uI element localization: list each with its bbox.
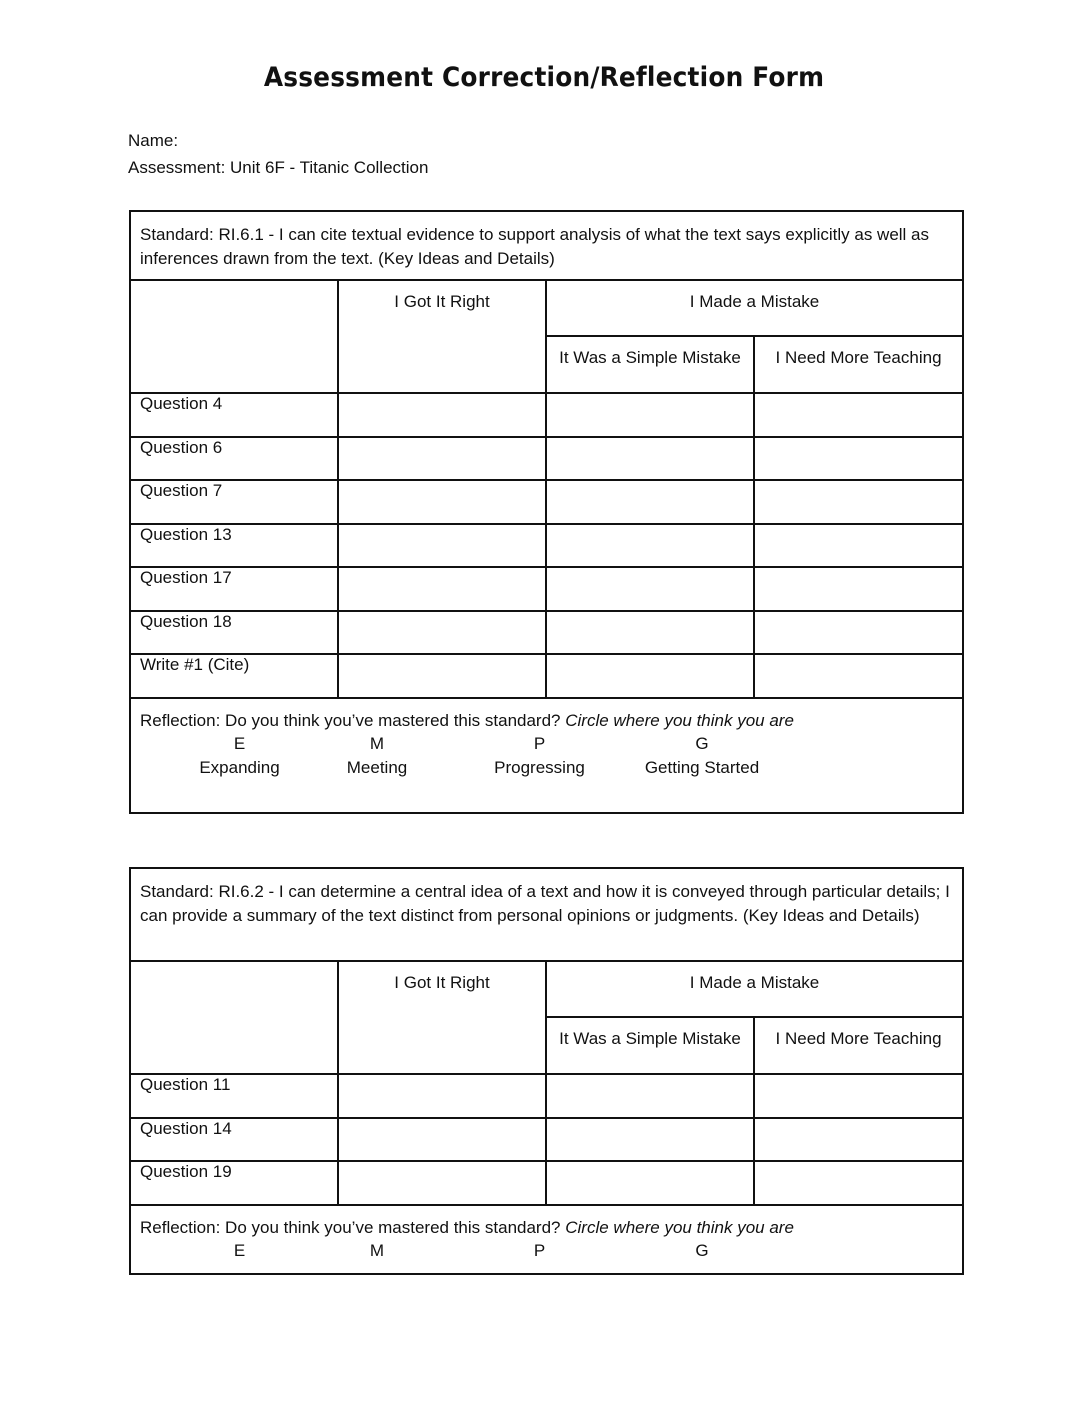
reflection-instruction: Circle where you think you are bbox=[565, 710, 794, 730]
more-teaching-cell[interactable] bbox=[754, 437, 963, 481]
rating-letter-g[interactable]: G bbox=[695, 734, 709, 753]
row-label: Question 4 bbox=[130, 393, 338, 437]
table-row bbox=[130, 480, 963, 524]
header-blank-cell bbox=[130, 961, 338, 1074]
more-teaching-cell[interactable] bbox=[754, 567, 963, 611]
header-got-it-right: I Got It Right bbox=[338, 280, 546, 393]
standard-table-1 bbox=[129, 210, 964, 814]
table-row bbox=[130, 393, 963, 437]
rating-letter-p[interactable]: P bbox=[533, 734, 546, 753]
simple-mistake-cell[interactable] bbox=[546, 567, 754, 611]
simple-mistake-cell[interactable] bbox=[546, 611, 754, 655]
reflection-cell bbox=[130, 1205, 963, 1274]
table-row bbox=[130, 654, 963, 698]
name-label: Name: bbox=[128, 131, 179, 150]
form-title: Assessment Correction/Reflection Form bbox=[263, 62, 825, 93]
row-label: Question 13 bbox=[130, 524, 338, 568]
row-label: Question 17 bbox=[130, 567, 338, 611]
got-it-cell[interactable] bbox=[338, 1118, 546, 1162]
header-made-mistake: I Made a Mistake bbox=[546, 961, 963, 1017]
simple-mistake-cell[interactable] bbox=[546, 393, 754, 437]
simple-mistake-cell[interactable] bbox=[546, 480, 754, 524]
rating-letter-e[interactable]: E bbox=[233, 1241, 246, 1260]
rating-letters bbox=[140, 1239, 953, 1263]
simple-mistake-cell[interactable] bbox=[546, 1118, 754, 1162]
reflection-prompt: Reflection: Do you think you’ve mastered this standard? Circle where you think you are bbox=[140, 1217, 794, 1237]
simple-mistake-cell[interactable] bbox=[546, 437, 754, 481]
row-label: Question 7 bbox=[130, 480, 338, 524]
got-it-cell[interactable] bbox=[338, 480, 546, 524]
assessment-label: Assessment: Unit 6F - Titanic Collection bbox=[128, 158, 429, 177]
simple-mistake-cell[interactable] bbox=[546, 1161, 754, 1205]
got-it-cell[interactable] bbox=[338, 567, 546, 611]
more-teaching-cell[interactable] bbox=[754, 1074, 963, 1118]
rating-words bbox=[140, 756, 953, 780]
header-simple-mistake: It Was a Simple Mistake bbox=[546, 1017, 754, 1074]
got-it-cell[interactable] bbox=[338, 654, 546, 698]
header-made-mistake: I Made a Mistake bbox=[546, 280, 963, 336]
more-teaching-cell[interactable] bbox=[754, 393, 963, 437]
got-it-cell[interactable] bbox=[338, 611, 546, 655]
standard-text: Standard: RI.6.2 - I can determine a central idea of a text and how it is conveyed through particular details; I can provide a summary of the text distinct from personal opinions or judgments. (Key Ideas and Details) bbox=[130, 868, 963, 961]
header-got-it-right: I Got It Right bbox=[338, 961, 546, 1074]
reflection-prompt: Reflection: Do you think you’ve mastered this standard? Circle where you think you are bbox=[140, 710, 794, 730]
more-teaching-cell[interactable] bbox=[754, 1161, 963, 1205]
more-teaching-cell[interactable] bbox=[754, 480, 963, 524]
more-teaching-cell[interactable] bbox=[754, 524, 963, 568]
header-blank-cell bbox=[130, 280, 338, 393]
table-row bbox=[130, 524, 963, 568]
row-label: Write #1 (Cite) bbox=[130, 654, 338, 698]
header-more-teaching: I Need More Teaching bbox=[754, 336, 963, 393]
more-teaching-cell[interactable] bbox=[754, 654, 963, 698]
more-teaching-cell[interactable] bbox=[754, 611, 963, 655]
table-row bbox=[130, 437, 963, 481]
got-it-cell[interactable] bbox=[338, 1161, 546, 1205]
table-row bbox=[130, 1161, 963, 1205]
table-row bbox=[130, 611, 963, 655]
rating-letter-g[interactable]: G bbox=[695, 1241, 709, 1260]
reflection-cell bbox=[130, 698, 963, 813]
row-label: Question 11 bbox=[130, 1074, 338, 1118]
row-label: Question 18 bbox=[130, 611, 338, 655]
rating-letter-m[interactable]: M bbox=[369, 1241, 385, 1260]
got-it-cell[interactable] bbox=[338, 1074, 546, 1118]
rating-word-getting-started[interactable]: Getting Started bbox=[644, 757, 760, 777]
rating-letter-e[interactable]: E bbox=[233, 734, 246, 753]
row-label: Question 19 bbox=[130, 1161, 338, 1205]
simple-mistake-cell[interactable] bbox=[546, 1074, 754, 1118]
got-it-cell[interactable] bbox=[338, 437, 546, 481]
header-more-teaching: I Need More Teaching bbox=[754, 1017, 963, 1074]
rating-letters bbox=[140, 732, 953, 756]
simple-mistake-cell[interactable] bbox=[546, 654, 754, 698]
reflection-instruction: Circle where you think you are bbox=[565, 1217, 794, 1237]
simple-mistake-cell[interactable] bbox=[546, 524, 754, 568]
more-teaching-cell[interactable] bbox=[754, 1118, 963, 1162]
standard-text: Standard: RI.6.1 - I can cite textual evidence to support analysis of what the text says explicitly as well as inferences drawn from the text. (Key Ideas and Details) bbox=[130, 211, 963, 280]
rating-word-expanding[interactable]: Expanding bbox=[199, 757, 280, 777]
rating-letter-m[interactable]: M bbox=[369, 734, 385, 753]
table-row bbox=[130, 567, 963, 611]
header-simple-mistake: It Was a Simple Mistake bbox=[546, 336, 754, 393]
table-row bbox=[130, 1118, 963, 1162]
got-it-cell[interactable] bbox=[338, 524, 546, 568]
rating-word-progressing[interactable]: Progressing bbox=[494, 757, 585, 777]
table-row bbox=[130, 1074, 963, 1118]
rating-letter-p[interactable]: P bbox=[533, 1241, 546, 1260]
rating-word-meeting[interactable]: Meeting bbox=[346, 757, 408, 777]
standard-table-2 bbox=[129, 867, 964, 1275]
row-label: Question 14 bbox=[130, 1118, 338, 1162]
got-it-cell[interactable] bbox=[338, 393, 546, 437]
row-label: Question 6 bbox=[130, 437, 338, 481]
